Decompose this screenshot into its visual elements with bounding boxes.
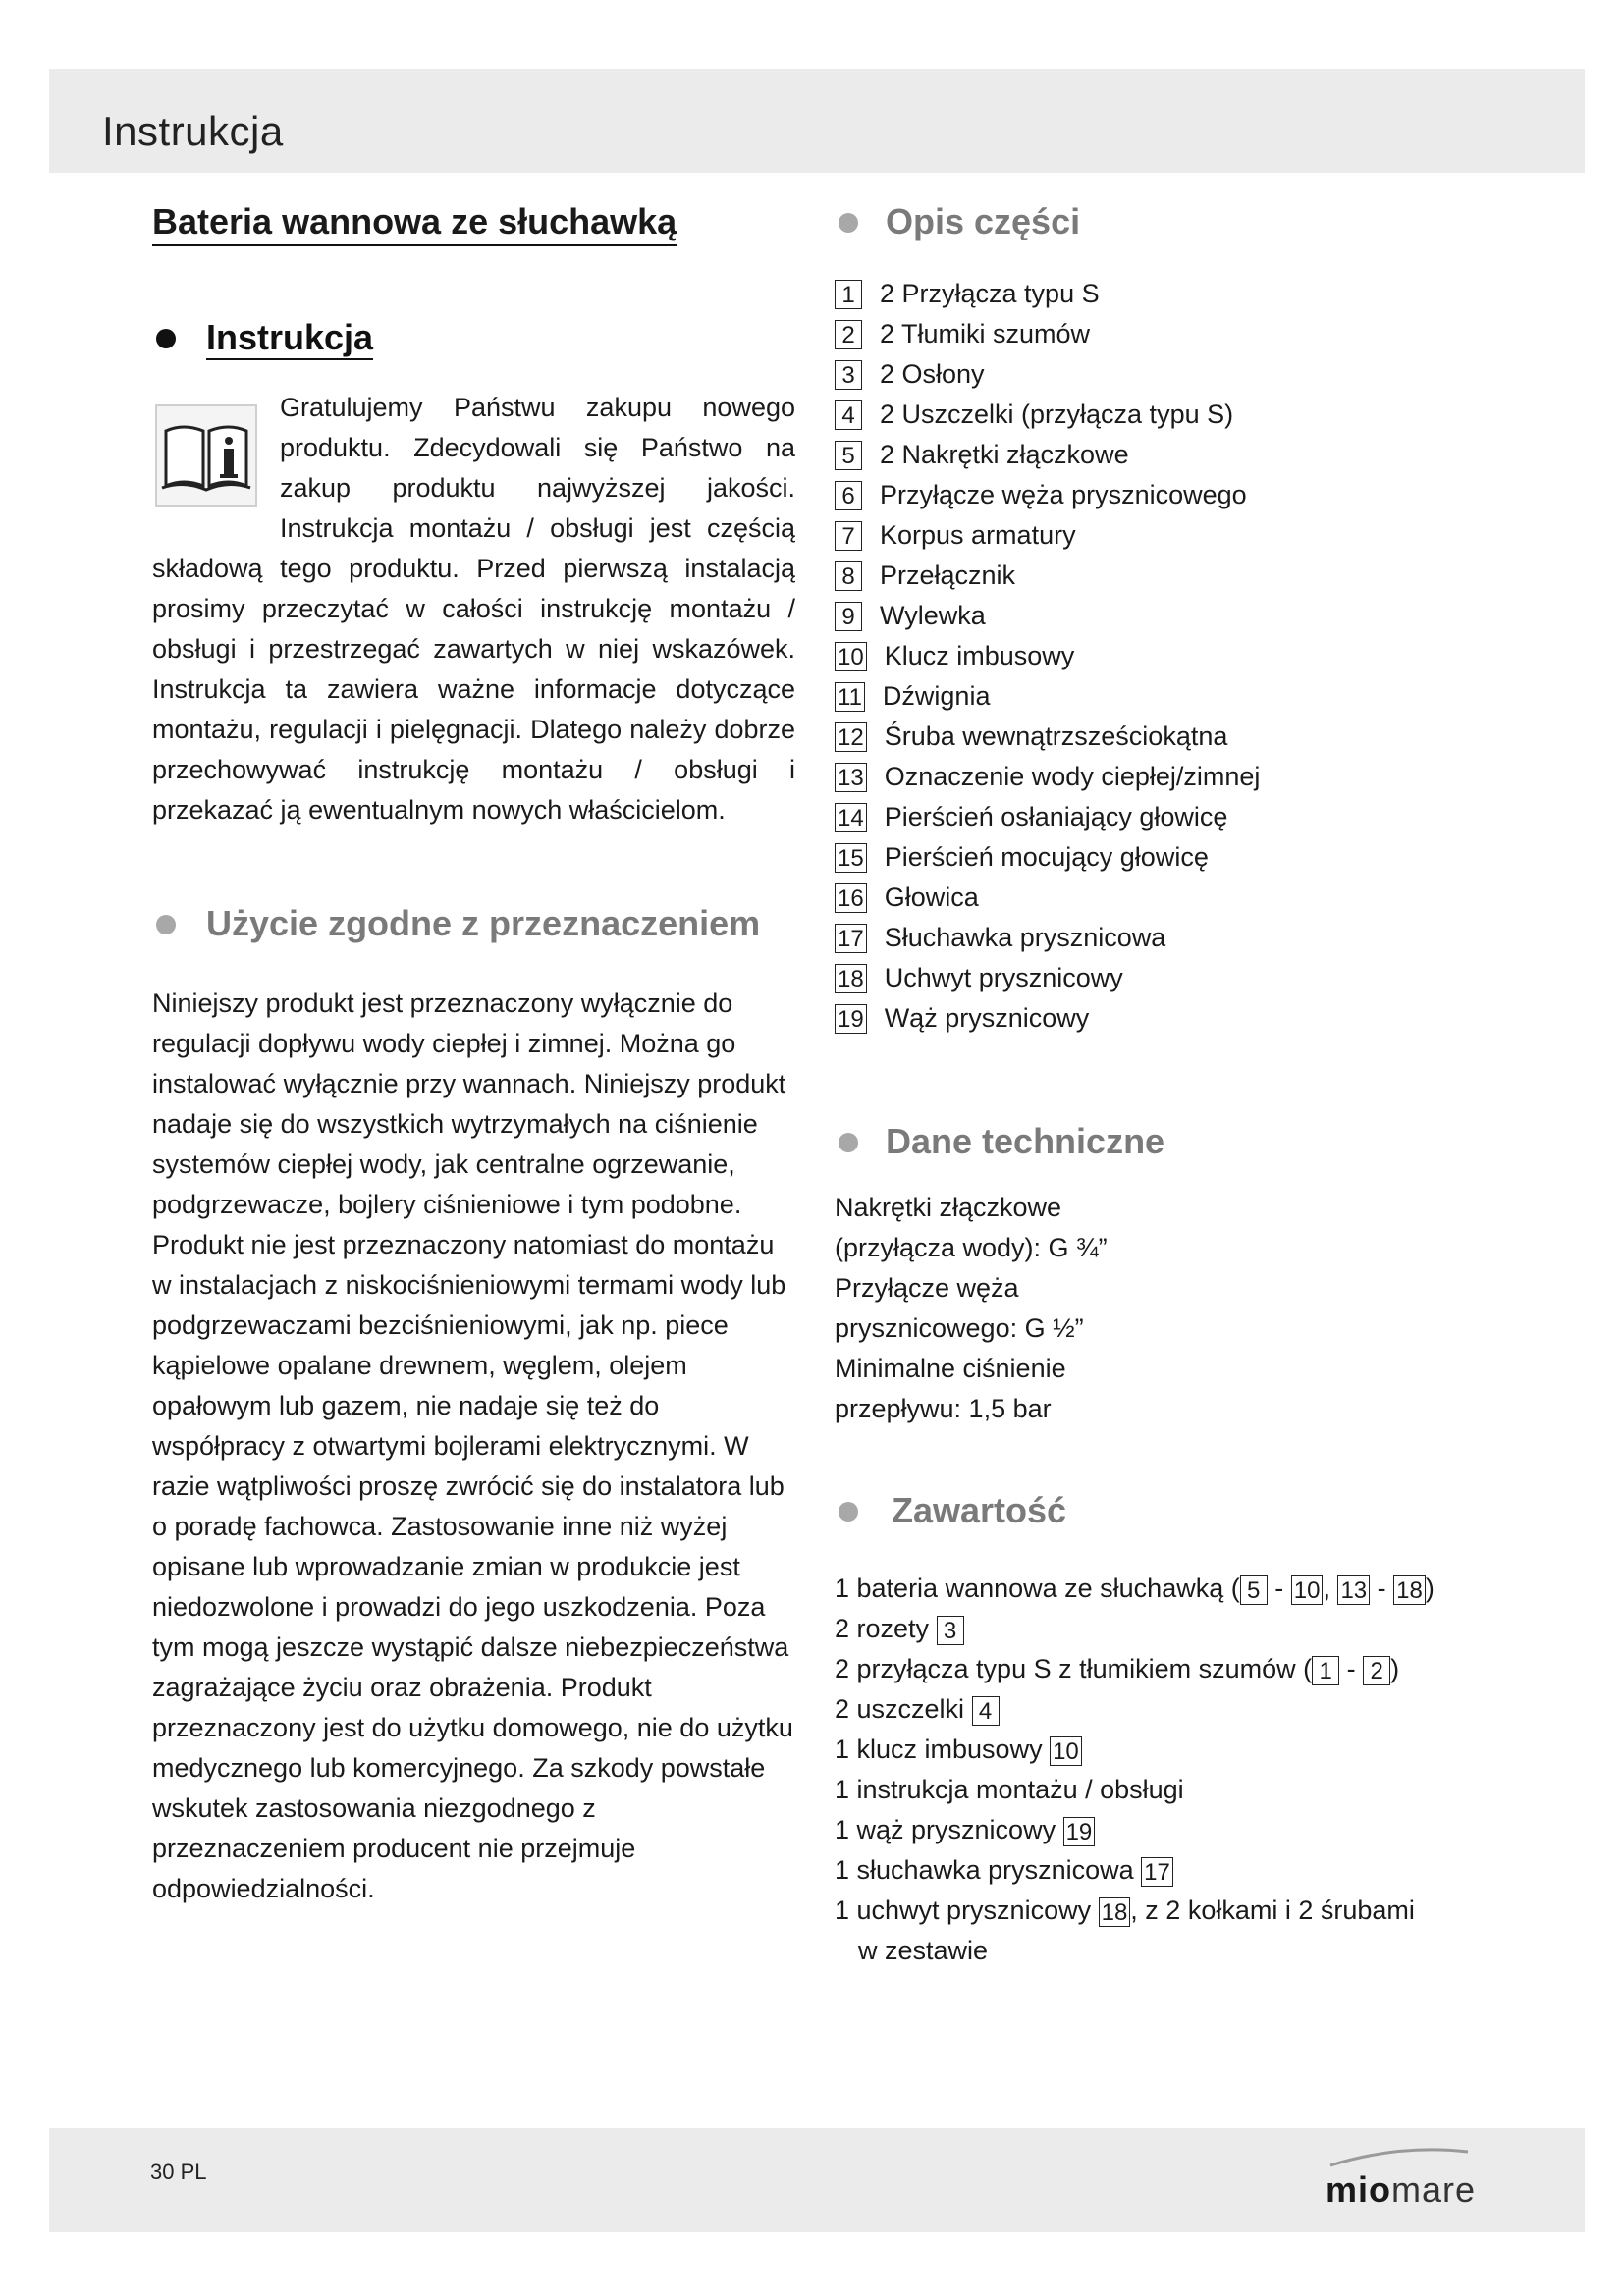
- main-title: Bateria wannowa ze słuchawką: [152, 201, 677, 246]
- section-title: Opis części: [886, 201, 1081, 241]
- part-number: 16: [835, 883, 867, 913]
- part-item: [835, 918, 1502, 958]
- section-tech-heading: [835, 1121, 1502, 1162]
- logo-swoosh-icon: [1321, 2142, 1478, 2171]
- contents-item: [835, 1931, 1502, 1971]
- part-label: Uchwyt prysznicowy: [884, 963, 1123, 992]
- part-ref: 1: [1312, 1656, 1339, 1685]
- part-number: 6: [835, 481, 862, 510]
- tech-line: (przyłącza wody): G ¾”: [835, 1233, 1108, 1262]
- contents-text: 2 uszczelki: [835, 1694, 972, 1724]
- tech-line: prysznicowego: G ½”: [835, 1313, 1084, 1343]
- part-item: [835, 314, 1502, 354]
- part-label: Przyłącze węża prysznicowego: [880, 480, 1247, 509]
- part-ref: 13: [1337, 1575, 1370, 1605]
- miomare-logo: [1321, 2142, 1478, 2211]
- logo-bold: mio: [1326, 2169, 1392, 2210]
- contents-text: -: [1267, 1574, 1291, 1603]
- part-item: [835, 797, 1502, 837]
- contents-text: 1 instrukcja montażu / obsługi: [835, 1775, 1184, 1804]
- part-label: 2 Przyłącza typu S: [880, 279, 1100, 308]
- info-book-icon: [152, 401, 260, 509]
- contents-text: ,: [1323, 1574, 1338, 1603]
- contents-item: [835, 1569, 1502, 1609]
- part-ref: 2: [1363, 1656, 1390, 1685]
- usage-text: Niniejszy produkt jest przeznaczony wyłącznie do regulacji dopływu wody ciepłej i zimnej. Można go instalować wyłącznie przy wannach. Niniejszy produkt nadaje się do wszystkich wytrzymałych na ciśnienie systemów ciepłej wody, jak centralne ogrzewanie, podgrzewacze, bojlery ciśnieniowe i tym podobne. Produkt nie jest przeznaczony natomiast do montażu w instalacjach z niskociśnieniowymi termami wody lub podgrzewaczami bezciśnieniowymi, jak np. piece kąpielowe opalane drewnem, węglem, olejem opałowym lub gazem, nie nadaje się też do współpracy z otwartymi bojlerami elektrycznymi. W razie wątpliwości proszę zwrócić się do instalatora lub o poradę fachowca. Zastosowanie inne niż wyżej opisane lub wprowadzanie zmian w produkcie jest niedozwolone i prowadzi do jego uszkodzenia. Poza tym mogą jeszcze wystąpić dalsze niebezpieczeństwa zagrażające życiu oraz obrażenia. Produkt przeznaczony jest do użytku domowego, nie do użytku medycznego lub komercyjnego. Za szkody powstałe wskutek zastosowania niezgodnego z przeznaczeniem producent nie przejmuje odpowiedzialności.: [152, 988, 793, 1903]
- contents-text: w zestawie: [858, 1936, 989, 1965]
- bullet-icon: [839, 1133, 858, 1152]
- part-label: Dźwignia: [882, 681, 991, 711]
- part-item: [835, 354, 1502, 395]
- part-ref: 17: [1141, 1857, 1173, 1887]
- part-item: [835, 515, 1502, 556]
- part-item: [835, 998, 1502, 1039]
- contents-text: ): [1390, 1654, 1400, 1683]
- part-ref: 18: [1099, 1897, 1131, 1927]
- section-title: Zawartość: [892, 1490, 1067, 1530]
- contents-text: 2 rozety: [835, 1614, 937, 1643]
- part-item: [835, 837, 1502, 878]
- part-number: 4: [835, 400, 862, 430]
- tech-data: [835, 1188, 1502, 1429]
- bullet-icon: [839, 1502, 858, 1522]
- part-item: [835, 958, 1502, 998]
- part-item: [835, 878, 1502, 918]
- page-number: 30 PL: [150, 2160, 207, 2184]
- part-number: 7: [835, 521, 862, 551]
- part-number: 17: [835, 924, 867, 953]
- contents-item: [835, 1609, 1502, 1649]
- section-title: Dane techniczne: [886, 1121, 1165, 1161]
- bullet-icon: [156, 915, 176, 934]
- bullet-icon: [156, 329, 176, 348]
- tech-line: Minimalne ciśnienie: [835, 1354, 1066, 1383]
- contents-item: [835, 1850, 1502, 1891]
- part-label: Słuchawka prysznicowa: [884, 923, 1166, 952]
- part-item: [835, 636, 1502, 676]
- part-ref: 5: [1240, 1575, 1268, 1605]
- contents-text: 1 uchwyt prysznicowy: [835, 1896, 1099, 1925]
- part-ref: 10: [1291, 1575, 1324, 1605]
- part-item: [835, 395, 1502, 435]
- part-item: [835, 717, 1502, 757]
- part-ref: 4: [972, 1696, 1000, 1726]
- part-label: 2 Nakrętki złączkowe: [880, 440, 1129, 469]
- part-label: 2 Osłony: [880, 359, 985, 389]
- part-number: 2: [835, 320, 862, 349]
- part-number: 12: [835, 722, 867, 752]
- parts-list: [835, 274, 1502, 1039]
- contents-text: 1 klucz imbusowy: [835, 1735, 1051, 1764]
- part-label: Pierścień osłaniający głowicę: [884, 802, 1228, 831]
- intro-block: [152, 388, 795, 830]
- part-number: 13: [835, 763, 867, 792]
- intro-text: Gratulujemy Państwu zakupu nowego produktu. Zdecydowali się Państwo na zakup produktu najwyższej jakości. Instrukcja montażu / obsługi jest częścią składową tego produktu. Przed pierwszą instalacją prosimy przeczytać w całości instrukcję montażu / obsługi i przestrzegać zawartych w niej wskazówek. Instrukcja ta zawiera ważne informacje dotyczące montażu, regulacji i pielęgnacji. Dlatego należy dobrze przechowywać instrukcję montażu / obsługi i przekazać ją ewentualnym nowych właścicielom.: [152, 393, 795, 825]
- bullet-icon: [839, 213, 858, 233]
- part-item: [835, 435, 1502, 475]
- part-number: 14: [835, 803, 867, 832]
- logo-text: [1326, 2169, 1476, 2211]
- tech-line: Przyłącze węża: [835, 1273, 1019, 1303]
- part-number: 9: [835, 602, 862, 631]
- part-number: 1: [835, 280, 862, 309]
- part-label: Głowica: [884, 882, 979, 912]
- part-number: 11: [835, 682, 865, 712]
- part-number: 5: [835, 441, 862, 470]
- contents-text: -: [1339, 1654, 1364, 1683]
- section-parts-heading: [835, 201, 1502, 242]
- contents-item: [835, 1649, 1502, 1689]
- part-number: 19: [835, 1004, 867, 1034]
- part-item: [835, 556, 1502, 596]
- contents-text: 1 wąż prysznicowy: [835, 1815, 1063, 1844]
- contents-text: 1 bateria wannowa ze słuchawką (: [835, 1574, 1240, 1603]
- part-item: [835, 676, 1502, 717]
- part-ref: 3: [937, 1616, 964, 1645]
- contents-item: [835, 1770, 1502, 1810]
- logo-light: mare: [1391, 2169, 1477, 2210]
- part-ref: 19: [1063, 1817, 1096, 1846]
- section-title: Użycie zgodne z przeznaczeniem: [206, 903, 761, 943]
- contents-item: [835, 1730, 1502, 1770]
- part-item: [835, 475, 1502, 515]
- part-label: Oznaczenie wody ciepłej/zimnej: [884, 762, 1261, 791]
- section-instrukcja-heading: [152, 317, 795, 358]
- part-ref: 18: [1393, 1575, 1426, 1605]
- contents-list: [835, 1569, 1502, 1971]
- contents-item: [835, 1689, 1502, 1730]
- part-number: 8: [835, 561, 862, 591]
- contents-item: [835, 1810, 1502, 1850]
- part-ref: 10: [1050, 1736, 1082, 1766]
- section-title: Instrukcja: [206, 317, 373, 360]
- part-label: Śruba wewnątrzsześciokątna: [884, 721, 1228, 751]
- right-column: [835, 201, 1502, 1971]
- part-label: 2 Tłumiki szumów: [880, 319, 1091, 348]
- section-usage-heading: [152, 903, 795, 944]
- part-label: 2 Uszczelki (przyłącza typu S): [880, 400, 1234, 429]
- part-label: Wylewka: [880, 601, 986, 630]
- contents-text: ): [1425, 1574, 1435, 1603]
- contents-item: [835, 1891, 1502, 1931]
- part-number: 3: [835, 360, 862, 390]
- contents-text: 2 przyłącza typu S z tłumikiem szumów (: [835, 1654, 1313, 1683]
- tech-line: przepływu: 1,5 bar: [835, 1394, 1052, 1423]
- left-column: [152, 201, 795, 1909]
- part-label: Wąż prysznicowy: [884, 1003, 1090, 1033]
- header-title: Instrukcja: [102, 108, 284, 154]
- contents-text: , z 2 kołkami i 2 śrubami: [1130, 1896, 1415, 1925]
- part-number: 15: [835, 843, 867, 873]
- contents-text: -: [1370, 1574, 1394, 1603]
- tech-line: Nakrętki złączkowe: [835, 1193, 1062, 1222]
- part-number: 18: [835, 964, 867, 993]
- part-item: [835, 757, 1502, 797]
- part-item: [835, 274, 1502, 314]
- section-contents-heading: [835, 1490, 1502, 1531]
- part-label: Przełącznik: [880, 561, 1016, 590]
- contents-text: 1 słuchawka prysznicowa: [835, 1855, 1142, 1885]
- part-item: [835, 596, 1502, 636]
- part-number: 10: [835, 642, 867, 671]
- part-label: Pierścień mocujący głowicę: [884, 842, 1209, 872]
- part-label: Klucz imbusowy: [884, 641, 1075, 670]
- part-label: Korpus armatury: [880, 520, 1076, 550]
